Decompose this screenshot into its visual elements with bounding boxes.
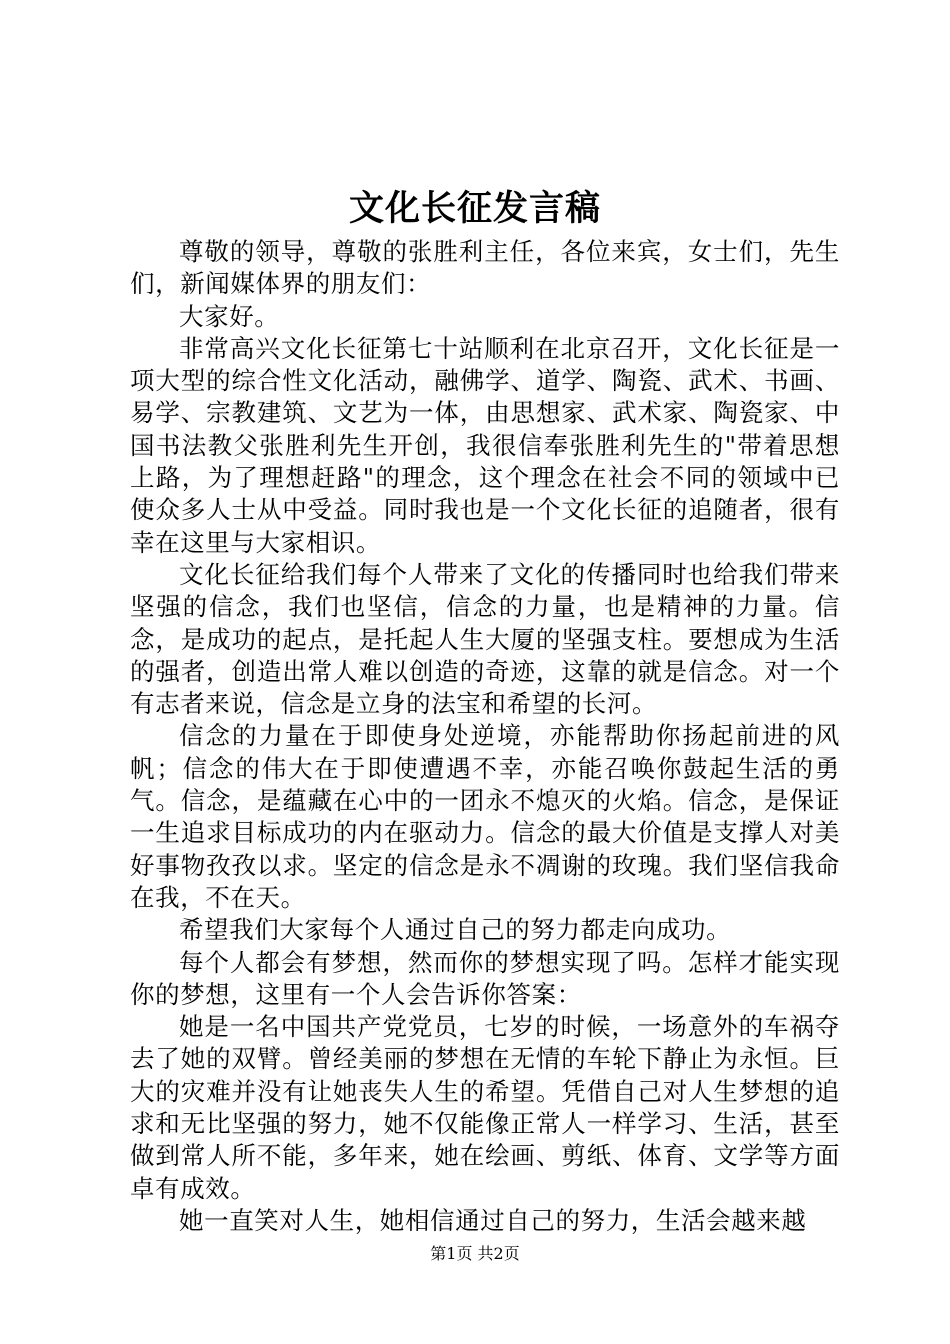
- paragraph-salutation: 尊敬的领导，尊敬的张胜利主任，各位来宾，女士们，先生们，新闻媒体界的朋友们：: [130, 237, 840, 299]
- page-number-current: 第1页: [430, 1244, 473, 1263]
- page-footer: [0, 1243, 950, 1265]
- paragraph: 非常高兴文化长征第七十站顺利在北京召开，文化长征是一项大型的综合性文化活动，融佛学、道学、陶瓷、武术、书画、易学、宗教建筑、文艺为一体，由思想家、武术家、陶瓷家、中国书法教父张胜利先生开创，我很信奉张胜利先生的"带着思想上路，为了理想赶路"的理念，这个理念在社会不同的领域中已使众多人士从中受益。同时我也是一个文化长征的追随者，很有幸在这里与大家相识。: [130, 333, 840, 557]
- paragraph: 每个人都会有梦想，然而你的梦想实现了吗。怎样才能实现你的梦想，这里有一个人会告诉你答案：: [130, 947, 840, 1009]
- document-title: 文化长征发言稿: [348, 188, 601, 229]
- document-body: [130, 236, 840, 1237]
- paragraph: 信念的力量在于即使身处逆境，亦能帮助你扬起前进的风帆；信念的伟大在于即使遭遇不幸，亦能召唤你鼓起生活的勇气。信念，是蕴藏在心中的一团永不熄灭的火焰。信念，是保证一生追求目标成功的内在驱动力。信念的最大价值是支撑人对美好事物孜孜以求。坚定的信念是永不凋谢的玫瑰。我们坚信我命在我，不在天。: [130, 721, 840, 912]
- paragraph-greeting: 大家好。: [179, 301, 280, 331]
- paragraph: 希望我们大家每个人通过自己的努力都走向成功。: [179, 915, 732, 945]
- paragraph: 文化长征给我们每个人带来了文化的传播同时也给我们带来坚强的信念，我们也坚信，信念的力量，也是精神的力量。信念，是成功的起点，是托起人生大厦的坚强支柱。要想成为生活的强者，创造出常人难以创造的奇迹，这靠的就是信念。对一个有志者来说，信念是立身的法宝和希望的长河。: [130, 559, 840, 719]
- paragraph: 她一直笑对人生，她相信通过自己的努力，生活会越来越: [179, 1205, 807, 1235]
- page-number-total: 共2页: [477, 1244, 520, 1263]
- paragraph: 她是一名中国共产党党员，七岁的时候，一场意外的车祸夺去了她的双臂。曾经美丽的梦想在无情的车轮下静止为永恒。巨大的灾难并没有让她丧失人生的希望。凭借自己对人生梦想的追求和无比坚强的努力，她不仅能像正常人一样学习、生活，甚至做到常人所不能，多年来，她在绘画、剪纸、体育、文学等方面卓有成效。: [130, 1012, 840, 1203]
